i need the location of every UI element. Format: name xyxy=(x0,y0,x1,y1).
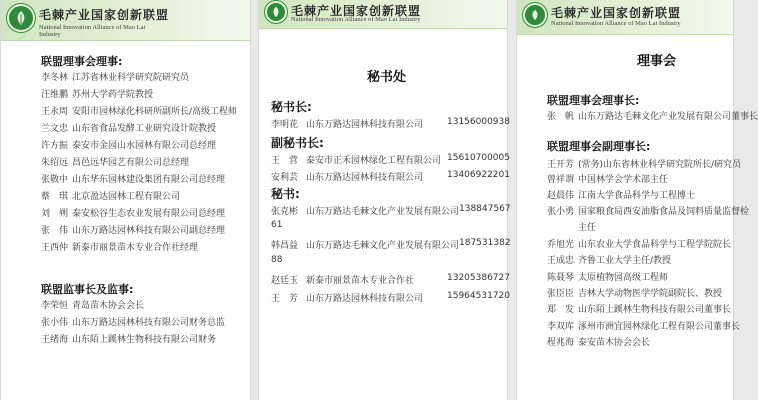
member-name: 李冬林 xyxy=(41,73,69,83)
member-name: 兰文忠 xyxy=(41,124,69,134)
list-item xyxy=(547,172,668,185)
list-item xyxy=(271,204,511,217)
member-name: 陈聂琴 xyxy=(547,273,575,283)
member-org: 山东万路达园林科技有限公司 xyxy=(306,294,424,304)
member-org: 山东农业大学食品科学与工程学院院长 xyxy=(578,240,732,250)
member-org: 涿州市洲宜园林绿化工程有限公司董事长 xyxy=(578,322,741,332)
member-name: 王绪海 xyxy=(41,335,69,345)
list-item xyxy=(271,170,510,183)
list-item xyxy=(547,302,731,315)
member-org: 主任 xyxy=(578,223,597,233)
member-org: 江南大学食品科学与工程博士 xyxy=(578,191,696,201)
alliance-banner xyxy=(517,0,733,35)
member-name: 张 伟 xyxy=(41,226,69,236)
member-org: 昌邑远华园艺有限公司总经理 xyxy=(72,158,190,168)
banner-title: 毛棘产业国家创新联盟 xyxy=(291,4,422,18)
member-name: 王西仲 xyxy=(41,243,69,253)
member-org: 新泰市丽景苗木专业合作社 xyxy=(306,276,415,286)
member-phone: 13205386727 xyxy=(447,273,510,283)
member-name: 王 芳 xyxy=(271,294,299,304)
alliance-banner xyxy=(1,0,250,41)
member-name: 张 帆 xyxy=(547,112,575,122)
member-name: 李荣恒 xyxy=(41,301,69,311)
member-phone: 138847567 xyxy=(459,204,511,214)
member-org: 山东陌上蹊林生物科技有限公司董事长 xyxy=(578,305,732,315)
section-title-chair: 联盟理事会理事长: xyxy=(547,94,640,107)
banner-subtitle: National Innovation Alliance of Mao Lai Industry xyxy=(39,24,146,38)
member-phone: 15964531720 xyxy=(447,291,510,301)
member-org: 山东陌上蹊林生物科技有限公司财务 xyxy=(72,335,217,345)
roster-panel-directors xyxy=(0,0,251,400)
member-org: 太原植物园高级工程师 xyxy=(578,273,669,283)
member-phone: 187531382 xyxy=(459,238,511,248)
member-name: 程兆海 xyxy=(547,338,575,348)
member-org: 山东万路达园林科技有限公司 xyxy=(306,120,424,130)
member-org: 新泰市丽景苗木专业合作社经理 xyxy=(72,243,199,253)
page-title: 秘书处 xyxy=(367,70,407,85)
section-title-secretaries: 秘书: xyxy=(271,187,300,201)
member-name: 张小伟 xyxy=(41,318,69,328)
list-item xyxy=(41,155,189,168)
member-org: 山东万路达园林科技有限公司财务总监 xyxy=(72,318,226,328)
alliance-logo-icon xyxy=(523,3,547,27)
member-phone: 13406922201 xyxy=(447,170,510,180)
member-phone: 13156000938 xyxy=(447,117,510,127)
member-org: 泰安市正禾园林绿化工程有限公司 xyxy=(306,156,442,166)
alliance-logo-icon xyxy=(265,1,287,23)
section-title-secretary-general: 秘书长: xyxy=(271,100,312,114)
member-org: 青岛苗木协会会长 xyxy=(72,301,145,311)
member-name: 朱绍远 xyxy=(41,158,69,168)
list-item xyxy=(547,270,668,283)
list-item xyxy=(41,104,237,117)
member-org: 苏州大学药学院教授 xyxy=(72,90,154,100)
list-item xyxy=(547,237,731,250)
alliance-banner xyxy=(259,0,507,29)
list-item xyxy=(547,253,671,266)
list-item xyxy=(41,189,180,202)
roster-panel-council xyxy=(516,0,758,400)
list-item xyxy=(41,121,216,134)
member-org: 江苏省林业科学研究院研究员 xyxy=(72,73,190,83)
list-item xyxy=(41,206,225,219)
member-org: 中国林学会学术部主任 xyxy=(578,175,669,185)
section-title-vice-chairs: 联盟理事会副理事长: xyxy=(547,140,651,153)
member-name: 张臣臣 xyxy=(547,289,575,299)
member-org: 泰安苗木协会会长 xyxy=(578,338,651,348)
member-org: 山东万路达毛棘文化产业发展有限公司董事长 xyxy=(578,112,758,122)
list-item xyxy=(41,223,225,236)
list-item xyxy=(547,220,596,233)
list-item xyxy=(547,109,758,122)
list-item xyxy=(547,188,695,201)
member-name: 王成忠 xyxy=(547,256,575,266)
list-item xyxy=(271,291,510,304)
member-name: 张克彬 xyxy=(271,207,299,217)
member-org: 山东省食品发酵工业研究设计院教授 xyxy=(72,124,217,134)
member-org: 北京盈达园林工程有限公司 xyxy=(72,192,181,202)
section-title-deputy: 副秘书长: xyxy=(271,136,324,150)
page-title: 理事会 xyxy=(637,54,677,69)
member-phone: 15610700005 xyxy=(447,153,510,163)
member-name: 汪维鹏 xyxy=(41,90,69,100)
list-item xyxy=(547,335,650,348)
member-name: 刘 朔 xyxy=(41,209,69,219)
member-org: 齐鲁工业大学主任/教授 xyxy=(578,256,672,266)
member-name: 安利芸 xyxy=(271,173,299,183)
list-item xyxy=(547,286,722,299)
list-item xyxy=(547,204,749,217)
member-name: 曾祥谓 xyxy=(547,175,575,185)
member-org: 安阳市园林绿化科研所副所长/高级工程师 xyxy=(72,107,238,117)
list-item xyxy=(41,298,144,311)
member-org: 泰安松谷生态农业发展有限公司总经理 xyxy=(72,209,226,219)
member-org: 山东万路达园林科技有限公司 xyxy=(306,173,424,183)
banner-subtitle: National Innovation Alliance of Mao Lai Industry xyxy=(291,16,421,23)
list-item xyxy=(41,240,198,253)
banner-title: 毛棘产业国家创新联盟 xyxy=(551,6,682,20)
member-name: 张小勇 xyxy=(547,207,575,217)
member-org: 吉林大学动物医学学院副院长、教授 xyxy=(578,289,723,299)
list-item xyxy=(41,138,216,151)
banner-subtitle: National Innovation Alliance of Mao Lai Industry xyxy=(551,20,681,27)
list-item xyxy=(271,238,511,251)
list-item xyxy=(271,117,510,130)
member-name: 李双库 xyxy=(547,322,575,332)
list-item xyxy=(41,87,153,100)
member-name: 郑 发 xyxy=(547,305,575,315)
alliance-logo-icon xyxy=(7,4,35,32)
member-org: 山东万路达毛棘文化产业发展有限公司 xyxy=(306,207,460,217)
member-name: 蔡 琪 xyxy=(41,192,69,202)
member-org: 泰安市金园山水园林有限公司总经理 xyxy=(72,141,217,151)
member-name: 乔旭光 xyxy=(547,240,575,250)
list-item xyxy=(41,172,225,185)
member-org: (常务)山东省林业科学研究院所长/研究员 xyxy=(578,160,742,170)
member-name: 赵廷玉 xyxy=(271,276,299,286)
section-title-supervisors: 联盟监事长及监事: xyxy=(41,283,134,296)
list-item xyxy=(271,153,510,166)
member-name: 韩昌益 xyxy=(271,241,299,251)
list-item xyxy=(41,70,189,83)
member-org: 山东万路达园林科技有限公司副总经理 xyxy=(72,226,226,236)
member-org: 山东万路达毛棘文化产业发展有限公司 xyxy=(306,241,460,251)
list-item xyxy=(547,319,740,332)
list-item xyxy=(547,157,741,170)
member-org: 国家粮食局西安油脂食品及饲料质量监督检 xyxy=(578,207,750,217)
list-item xyxy=(41,315,225,328)
list-item xyxy=(271,273,510,286)
member-name: 张敬中 xyxy=(41,175,69,185)
member-name: 赵晨伟 xyxy=(547,191,575,201)
roster-panel-secretariat xyxy=(258,0,511,400)
member-name: 李明花 xyxy=(271,120,299,130)
banner-title: 毛棘产业国家创新联盟 xyxy=(39,8,170,22)
member-name: 许方振 xyxy=(41,141,69,151)
member-name: 王开芳 xyxy=(547,160,575,170)
section-title-directors: 联盟理事会理事: xyxy=(41,55,123,68)
member-phone-continued: 88 xyxy=(271,255,283,265)
member-name: 王 营 xyxy=(271,156,299,166)
member-org: 山东华东园林建设集团有限公司总经理 xyxy=(72,175,226,185)
member-name: 王永周 xyxy=(41,107,69,117)
member-phone-continued: 61 xyxy=(271,220,283,230)
list-item xyxy=(41,332,216,345)
